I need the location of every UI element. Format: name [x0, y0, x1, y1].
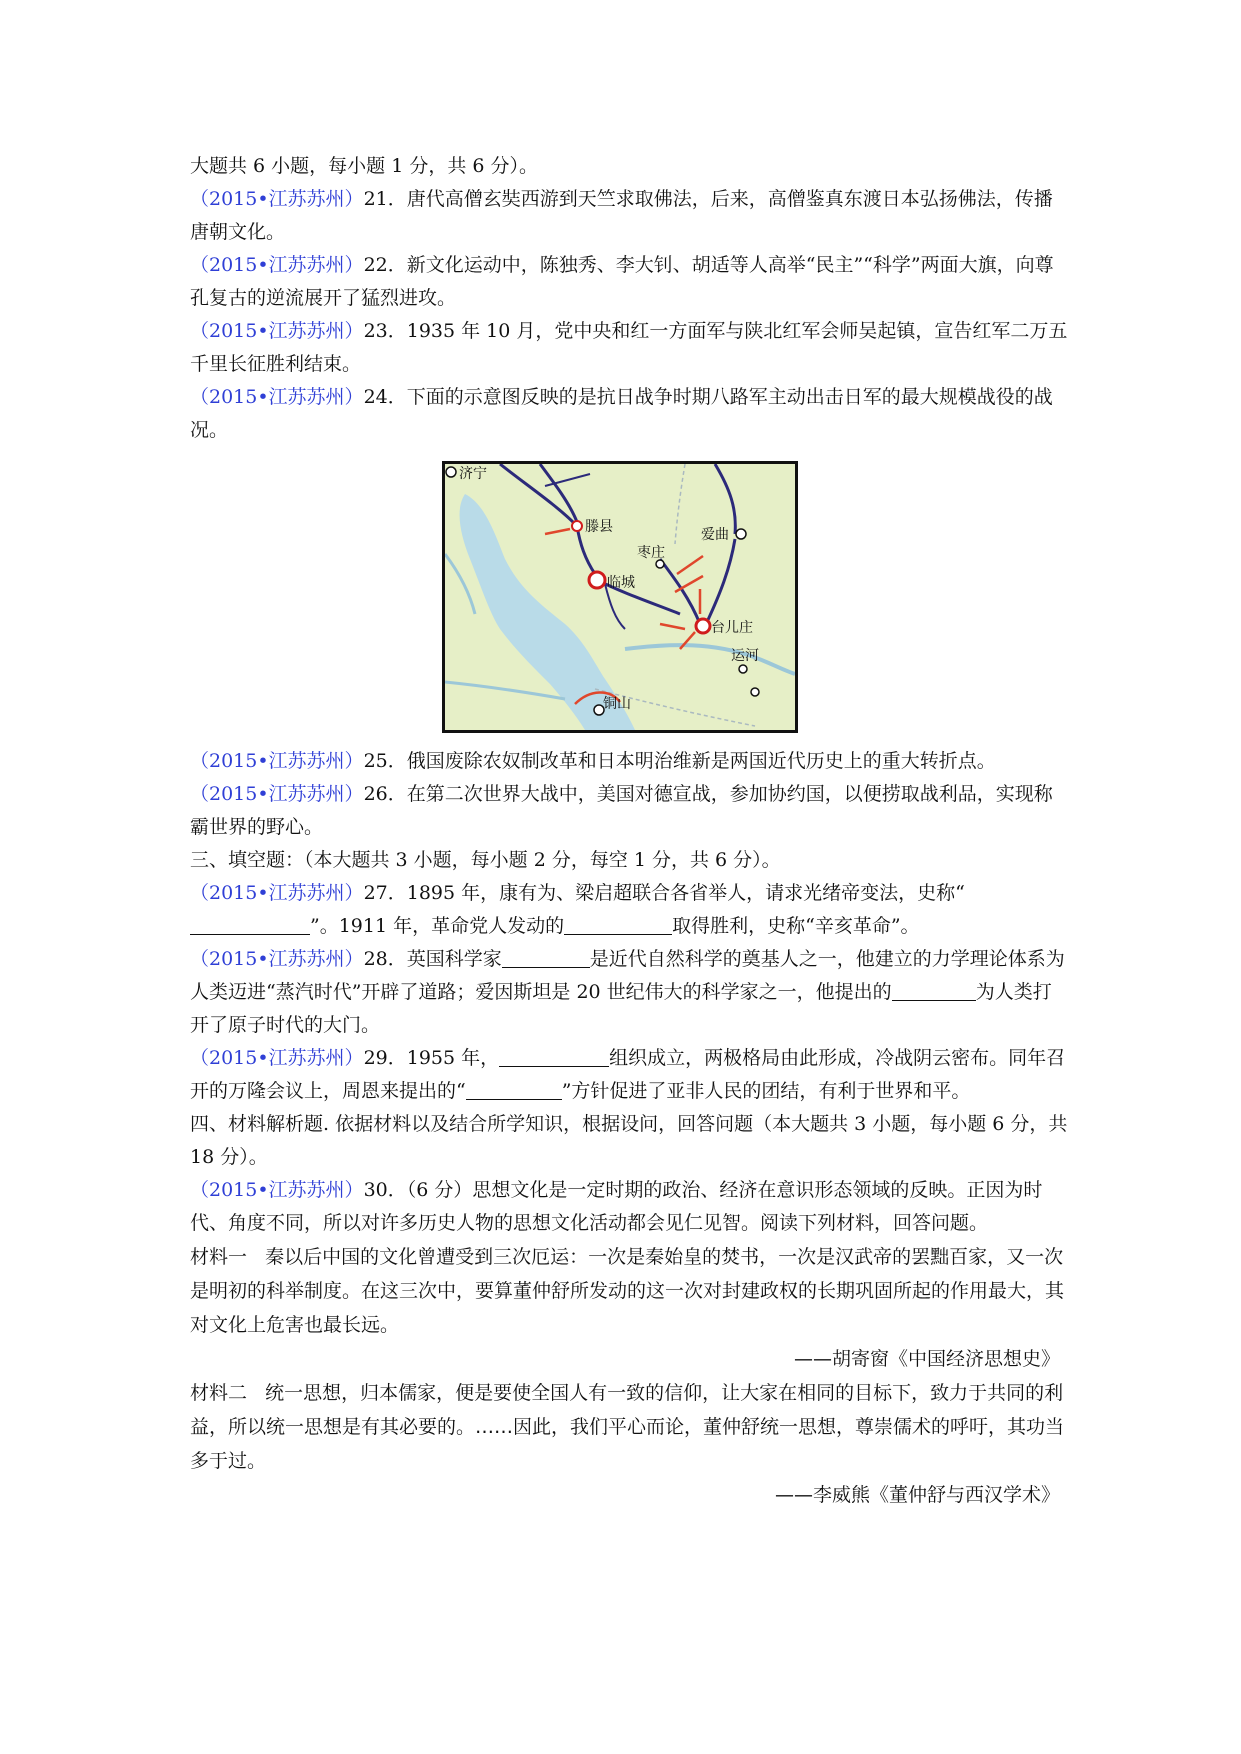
question-number: 21． — [363, 188, 407, 210]
city-marker — [739, 665, 747, 673]
answer-blank[interactable] — [502, 947, 590, 968]
source-tag: （2015•江苏苏州） — [190, 188, 364, 210]
question-23 — [190, 315, 1070, 381]
question-text-1: 1955 年， — [406, 1047, 500, 1069]
material-2 — [190, 1376, 1070, 1478]
question-number: 23． — [363, 320, 407, 342]
material-text: 秦以后中国的文化曾遭受到三次厄运：一次是秦始皇的焚书，一次是汉武帝的罢黜百家，又一次是明初的科举制度。在这三次中，要算董仲舒所发动的这一次对封建政权的长期巩固所起的作用最大，其对文化上危害也最长远。 — [190, 1246, 1065, 1336]
question-30 — [190, 1174, 1070, 1240]
answer-blank[interactable] — [499, 1046, 609, 1067]
question-text-2: 是近代自然科学的奠基人之一，他建立的力学理论体系为人类迈进“蒸汽时代”开辟了道路；爱因斯坦是 20 世纪伟大的科学家之一，他提出的 — [190, 948, 1065, 1003]
map-label-tengxian: 滕县 — [585, 519, 613, 535]
question-number: 26． — [363, 783, 407, 805]
answer-blank[interactable] — [466, 1079, 562, 1100]
map-label-dongshan: 铜山 — [603, 696, 631, 712]
material-1 — [190, 1240, 1070, 1342]
city-marker — [446, 467, 456, 477]
answer-blank[interactable] — [892, 980, 976, 1001]
question-text-1: 1895 年，康有为、梁启超联合各省举人，请求光绪帝变法，史称“ — [406, 882, 965, 904]
question-number: 29． — [363, 1047, 407, 1069]
question-text-1: 英国科学家 — [406, 948, 502, 970]
question-number: 22． — [363, 254, 407, 276]
material-2-citation: ——李威熊《董仲舒与西汉学术》 — [774, 1484, 1060, 1506]
question-text-2: ”。1911 年，革命党人发动的 — [310, 915, 565, 937]
city-marker — [736, 529, 746, 539]
question-text: 下面的示意图反映的是抗日战争时期八路军主动出击日军的最大规模战役的战况。 — [190, 386, 1053, 441]
question-28 — [190, 943, 1070, 1042]
question-number: 27． — [363, 882, 407, 904]
question-text: 俄国废除农奴制改革和日本明治维新是两国近代历史上的重大转折点。 — [406, 750, 996, 772]
question-number: 25． — [363, 750, 407, 772]
question-number: 24． — [363, 386, 407, 408]
question-text: 1935 年 10 月，党中央和红一方面军与陕北红军会师吴起镇，宣告红军二万五千里长征胜利结束。 — [190, 320, 1068, 375]
source-tag: （2015•江苏苏州） — [190, 1047, 364, 1069]
question-number: 28． — [363, 948, 407, 970]
question-text: 唐代高僧玄奘西游到天竺求取佛法，后来，高僧鉴真东渡日本弘扬佛法，传播唐朝文化。 — [190, 188, 1053, 243]
question-24 — [190, 381, 1070, 447]
question-text-2: 组织成立，两极格局由此形成，冷战阴云密布。同年召开的万隆会议上，周恩来提出的“ — [190, 1047, 1066, 1102]
material-label: 材料二 — [190, 1382, 248, 1404]
map-label-yunhe: 运河 — [731, 648, 759, 664]
question-29 — [190, 1042, 1070, 1108]
question-text: 新文化运动中，陈独秀、李大钊、胡适等人高举“民主”“科学”两面大旗，向尊孔复古的逆流展开了猛烈进攻。 — [190, 254, 1054, 309]
question-26 — [190, 778, 1070, 844]
question-27 — [190, 877, 1070, 943]
source-tag: （2015•江苏苏州） — [190, 750, 364, 772]
source-tag: （2015•江苏苏州） — [190, 386, 364, 408]
material-1-citation: ——胡寄窗《中国经济思想史》 — [793, 1348, 1060, 1370]
city-marker — [589, 572, 605, 588]
source-tag: （2015•江苏苏州） — [190, 882, 364, 904]
section-4-heading: 四、材料解析题. 依据材料以及结合所学知识，根据设问，回答问题（本大题共 3 小题，每小题 6 分，共 18 分）。 — [190, 1113, 1068, 1168]
map-label-lincheng: 临城 — [607, 575, 635, 591]
battle-map-svg — [445, 464, 795, 730]
material-text: 统一思想，归本儒家，便是要使全国人有一致的信仰，让大家在相同的目标下，致力于共同的利益，所以统一思想是有其必要的。……因此，我们平心而论，董仲舒统一思想，尊崇儒术的呼吁，其功当多于过。 — [190, 1382, 1065, 1472]
source-tag: （2015•江苏苏州） — [190, 320, 364, 342]
question-text: 在第二次世界大战中，美国对德宣战，参加协约国，以便捞取战利品，实现称霸世界的野心。 — [190, 783, 1053, 838]
question-text-3: 为人类打开了原子时代的大门。 — [190, 981, 1052, 1036]
question-21 — [190, 183, 1070, 249]
city-marker — [572, 521, 582, 531]
question-25 — [190, 745, 1070, 778]
intro-tail: 大题共 6 小题，每小题 1 分，共 6 分）。 — [190, 155, 539, 177]
source-tag: （2015•江苏苏州） — [190, 254, 364, 276]
question-text-3: ”方针促进了亚非人民的团结，有利于世界和平。 — [561, 1080, 971, 1102]
city-marker — [751, 688, 759, 696]
map-label-zaozhuang: 枣庄 — [637, 545, 665, 561]
source-tag: （2015•江苏苏州） — [190, 783, 364, 805]
section-3-heading: 三、填空题：（本大题共 3 小题，每小题 2 分，每空 1 分，共 6 分）。 — [190, 849, 781, 871]
map-label-aiqu: 爱曲 — [701, 527, 729, 543]
question-text-3: 取得胜利，史称“辛亥革命”。 — [672, 915, 920, 937]
question-number: 30． — [363, 1179, 407, 1201]
answer-blank[interactable] — [190, 914, 310, 935]
question-22 — [190, 249, 1070, 315]
source-tag: （2015•江苏苏州） — [190, 1179, 364, 1201]
city-marker — [696, 619, 710, 633]
battle-map — [442, 461, 798, 733]
map-label-jining: 济宁 — [459, 466, 487, 482]
map-label-taierzhuang: 台儿庄 — [711, 620, 753, 636]
city-marker — [656, 560, 664, 568]
question-text: （6 分）思想文化是一定时期的政治、经济在意识形态领域的反映。正因为时代、角度不同，所以对许多历史人物的思想文化活动都会见仁见智。阅读下列材料，回答问题。 — [190, 1179, 1043, 1234]
exam-page — [190, 150, 1070, 1512]
answer-blank[interactable] — [564, 914, 672, 935]
source-tag: （2015•江苏苏州） — [190, 948, 364, 970]
material-label: 材料一 — [190, 1246, 248, 1268]
